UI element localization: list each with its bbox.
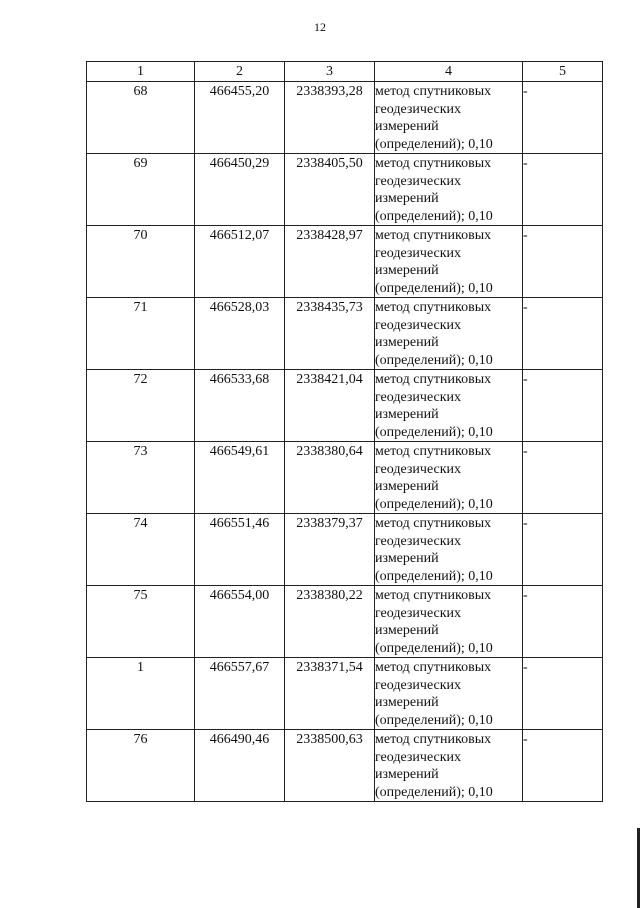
coord-x: 466450,29	[195, 154, 285, 226]
coord-y: 2338380,22	[285, 586, 375, 658]
note: -	[523, 370, 603, 442]
point-number: 74	[87, 514, 195, 586]
coord-x: 466551,46	[195, 514, 285, 586]
table-row	[87, 370, 603, 442]
note: -	[523, 514, 603, 586]
method-accuracy: метод спутниковых геодезических измерений (определений); 0,10	[375, 586, 523, 658]
coord-y: 2338428,97	[285, 226, 375, 298]
column-header: 4	[375, 62, 523, 82]
coord-y: 2338405,50	[285, 154, 375, 226]
note: -	[523, 82, 603, 154]
coord-x: 466455,20	[195, 82, 285, 154]
table-header-row	[87, 62, 603, 82]
coord-x: 466528,03	[195, 298, 285, 370]
table-row	[87, 586, 603, 658]
coord-x: 466490,46	[195, 730, 285, 802]
note: -	[523, 154, 603, 226]
method-accuracy: метод спутниковых геодезических измерений (определений); 0,10	[375, 514, 523, 586]
point-number: 69	[87, 154, 195, 226]
table-row	[87, 82, 603, 154]
table-row	[87, 226, 603, 298]
column-header: 3	[285, 62, 375, 82]
note: -	[523, 226, 603, 298]
coord-x: 466549,61	[195, 442, 285, 514]
coord-x: 466512,07	[195, 226, 285, 298]
note: -	[523, 658, 603, 730]
method-accuracy: метод спутниковых геодезических измерений (определений); 0,10	[375, 298, 523, 370]
coord-y: 2338380,64	[285, 442, 375, 514]
note: -	[523, 586, 603, 658]
column-header: 2	[195, 62, 285, 82]
coord-y: 2338500,63	[285, 730, 375, 802]
column-header: 1	[87, 62, 195, 82]
page-number: 12	[314, 20, 326, 34]
coord-x: 466554,00	[195, 586, 285, 658]
coordinates-table	[86, 61, 603, 802]
point-number: 68	[87, 82, 195, 154]
coord-y: 2338379,37	[285, 514, 375, 586]
method-accuracy: метод спутниковых геодезических измерений (определений); 0,10	[375, 82, 523, 154]
table-row	[87, 298, 603, 370]
point-number: 1	[87, 658, 195, 730]
method-accuracy: метод спутниковых геодезических измерений (определений); 0,10	[375, 154, 523, 226]
table-row	[87, 514, 603, 586]
table-row	[87, 442, 603, 514]
point-number: 75	[87, 586, 195, 658]
point-number: 73	[87, 442, 195, 514]
column-header: 5	[523, 62, 603, 82]
note: -	[523, 442, 603, 514]
coord-y: 2338435,73	[285, 298, 375, 370]
method-accuracy: метод спутниковых геодезических измерений (определений); 0,10	[375, 730, 523, 802]
method-accuracy: метод спутниковых геодезических измерений (определений); 0,10	[375, 442, 523, 514]
table-row	[87, 730, 603, 802]
point-number: 76	[87, 730, 195, 802]
note: -	[523, 298, 603, 370]
coord-y: 2338393,28	[285, 82, 375, 154]
note: -	[523, 730, 603, 802]
method-accuracy: метод спутниковых геодезических измерений (определений); 0,10	[375, 658, 523, 730]
method-accuracy: метод спутниковых геодезических измерений (определений); 0,10	[375, 226, 523, 298]
coord-x: 466557,67	[195, 658, 285, 730]
method-accuracy: метод спутниковых геодезических измерений (определений); 0,10	[375, 370, 523, 442]
coord-x: 466533,68	[195, 370, 285, 442]
coord-y: 2338421,04	[285, 370, 375, 442]
point-number: 72	[87, 370, 195, 442]
point-number: 71	[87, 298, 195, 370]
table-row	[87, 658, 603, 730]
coord-y: 2338371,54	[285, 658, 375, 730]
point-number: 70	[87, 226, 195, 298]
table-row	[87, 154, 603, 226]
